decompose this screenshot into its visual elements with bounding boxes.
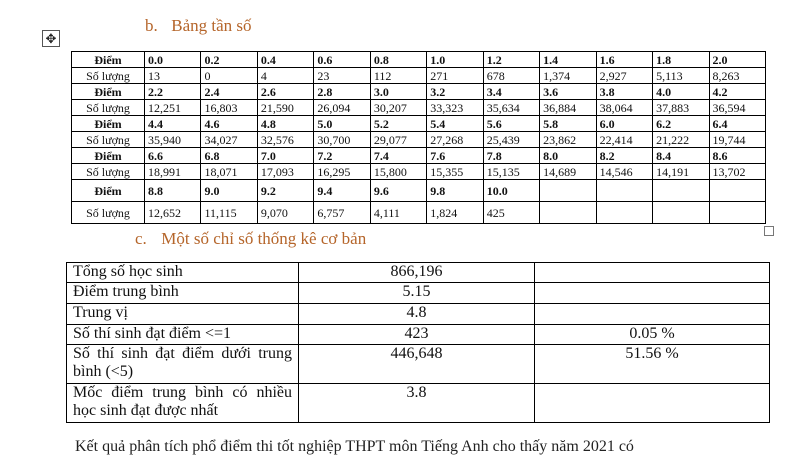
count-row: [72, 202, 766, 224]
table-row: [67, 263, 770, 283]
count-cell: 21,590: [257, 100, 313, 116]
stat-value: 446,648: [299, 345, 535, 384]
resize-square-icon[interactable]: [764, 226, 774, 236]
score-label: Điểm: [72, 52, 145, 68]
count-cell: 32,576: [257, 132, 313, 148]
stat-label: Trung vị: [67, 304, 299, 325]
count-cell: 15,135: [483, 164, 539, 180]
count-cell: 37,883: [653, 100, 709, 116]
score-cell: 9.8: [427, 180, 483, 202]
count-cell: 13: [145, 68, 201, 84]
score-cell: 0.0: [145, 52, 201, 68]
count-cell: [596, 202, 652, 224]
count-cell: 23,862: [540, 132, 596, 148]
score-cell: [540, 180, 596, 202]
stat-extra: [535, 304, 770, 325]
count-cell: 38,064: [596, 100, 652, 116]
score-cell: 2.8: [314, 84, 370, 100]
frequency-table: [71, 51, 766, 224]
score-cell: 1.4: [540, 52, 596, 68]
table-row: [67, 384, 770, 423]
score-cell: 0.4: [257, 52, 313, 68]
score-cell: 8.6: [709, 148, 765, 164]
count-row: [72, 100, 766, 116]
count-row: [72, 68, 766, 84]
count-cell: 271: [427, 68, 483, 84]
table-row: [67, 325, 770, 345]
score-cell: 8.8: [145, 180, 201, 202]
score-cell: 1.8: [653, 52, 709, 68]
score-cell: 3.4: [483, 84, 539, 100]
stat-value: 4.8: [299, 304, 535, 325]
statistics-table: [66, 262, 770, 423]
count-cell: 15,355: [427, 164, 483, 180]
score-cell: 9.4: [314, 180, 370, 202]
count-cell: 33,323: [427, 100, 483, 116]
count-cell: 8,263: [709, 68, 765, 84]
score-row: [72, 116, 766, 132]
stat-label: Mốc điểm trung bình có nhiều học sinh đạt được nhất: [67, 384, 299, 423]
stat-label: Tổng số học sinh: [67, 263, 299, 283]
count-cell: 1,374: [540, 68, 596, 84]
count-cell: 30,700: [314, 132, 370, 148]
section-title: Một số chỉ số thống kê cơ bản: [161, 229, 367, 248]
count-label: Số lượng: [72, 164, 145, 180]
count-cell: 2,927: [596, 68, 652, 84]
score-row: [72, 52, 766, 68]
stat-label: Số thí sinh đạt điểm dưới trung bình (<5): [67, 345, 299, 384]
score-cell: 2.4: [201, 84, 257, 100]
score-cell: 5.4: [427, 116, 483, 132]
count-cell: 36,884: [540, 100, 596, 116]
score-cell: 1.0: [427, 52, 483, 68]
count-label: Số lượng: [72, 68, 145, 84]
count-cell: 9,070: [257, 202, 313, 224]
score-cell: 7.2: [314, 148, 370, 164]
score-cell: 8.0: [540, 148, 596, 164]
score-row: [72, 148, 766, 164]
count-cell: 0: [201, 68, 257, 84]
count-cell: 6,757: [314, 202, 370, 224]
cut-off-text: Kết quả phân tích phổ điểm thi tốt nghiệp THPT môn Tiếng Anh cho thấy năm 2021 có: [75, 438, 634, 455]
score-cell: 7.6: [427, 148, 483, 164]
count-cell: 4: [257, 68, 313, 84]
cut-off-paragraph: [75, 438, 765, 457]
count-row: [72, 164, 766, 180]
score-cell: 5.6: [483, 116, 539, 132]
score-cell: 0.6: [314, 52, 370, 68]
count-cell: 30,207: [370, 100, 426, 116]
score-cell: 3.8: [596, 84, 652, 100]
score-cell: 9.6: [370, 180, 426, 202]
section-heading-frequency: [145, 16, 252, 36]
score-cell: 8.2: [596, 148, 652, 164]
section-number: c.: [135, 229, 147, 248]
score-cell: 4.8: [257, 116, 313, 132]
count-cell: 27,268: [427, 132, 483, 148]
score-cell: 9.2: [257, 180, 313, 202]
count-cell: 26,094: [314, 100, 370, 116]
score-cell: 0.2: [201, 52, 257, 68]
move-arrows-icon[interactable]: ✥: [42, 30, 60, 47]
count-cell: 4,111: [370, 202, 426, 224]
count-cell: 13,702: [709, 164, 765, 180]
score-cell: 5.8: [540, 116, 596, 132]
count-cell: 14,546: [596, 164, 652, 180]
score-row: [72, 180, 766, 202]
score-cell: 5.2: [370, 116, 426, 132]
score-cell: 9.0: [201, 180, 257, 202]
section-heading-stats: [135, 229, 366, 249]
count-cell: 19,744: [709, 132, 765, 148]
score-cell: 2.6: [257, 84, 313, 100]
count-cell: 14,689: [540, 164, 596, 180]
count-label: Số lượng: [72, 202, 145, 224]
score-cell: [596, 180, 652, 202]
count-cell: 112: [370, 68, 426, 84]
count-label: Số lượng: [72, 132, 145, 148]
score-cell: 6.0: [596, 116, 652, 132]
score-cell: 7.0: [257, 148, 313, 164]
count-cell: 11,115: [201, 202, 257, 224]
score-cell: 1.6: [596, 52, 652, 68]
section-number: b.: [145, 16, 158, 35]
count-cell: 17,093: [257, 164, 313, 180]
score-cell: 4.0: [653, 84, 709, 100]
table-row: [67, 304, 770, 325]
count-cell: [540, 202, 596, 224]
stat-extra: 51.56 %: [535, 345, 770, 384]
count-cell: 35,940: [145, 132, 201, 148]
count-cell: 678: [483, 68, 539, 84]
count-cell: 21,222: [653, 132, 709, 148]
section-title: Bảng tần số: [171, 16, 252, 35]
count-cell: [709, 202, 765, 224]
score-cell: 4.2: [709, 84, 765, 100]
table-row: [67, 283, 770, 304]
score-label: Điểm: [72, 148, 145, 164]
count-cell: 14,191: [653, 164, 709, 180]
stat-value: 866,196: [299, 263, 535, 283]
table-row: [67, 345, 770, 384]
score-cell: 4.4: [145, 116, 201, 132]
score-cell: 0.8: [370, 52, 426, 68]
count-cell: 25,439: [483, 132, 539, 148]
stat-value: 423: [299, 325, 535, 345]
stat-extra: [535, 384, 770, 423]
count-cell: 23: [314, 68, 370, 84]
count-cell: 22,414: [596, 132, 652, 148]
count-cell: 12,251: [145, 100, 201, 116]
count-cell: 29,077: [370, 132, 426, 148]
count-row: [72, 132, 766, 148]
score-cell: 1.2: [483, 52, 539, 68]
count-cell: 36,594: [709, 100, 765, 116]
stat-label: Số thí sinh đạt điểm <=1: [67, 325, 299, 345]
count-cell: 1,824: [427, 202, 483, 224]
score-cell: 8.4: [653, 148, 709, 164]
score-cell: [653, 180, 709, 202]
count-label: Số lượng: [72, 100, 145, 116]
count-cell: 425: [483, 202, 539, 224]
score-label: Điểm: [72, 116, 145, 132]
count-cell: 16,295: [314, 164, 370, 180]
stat-value: 3.8: [299, 384, 535, 423]
score-cell: 3.6: [540, 84, 596, 100]
count-cell: 5,113: [653, 68, 709, 84]
count-cell: 34,027: [201, 132, 257, 148]
score-cell: 5.0: [314, 116, 370, 132]
score-cell: 6.6: [145, 148, 201, 164]
count-cell: 16,803: [201, 100, 257, 116]
count-cell: 35,634: [483, 100, 539, 116]
count-cell: 18,991: [145, 164, 201, 180]
score-label: Điểm: [72, 84, 145, 100]
score-cell: [709, 180, 765, 202]
score-cell: 3.2: [427, 84, 483, 100]
score-cell: 2.2: [145, 84, 201, 100]
stat-extra: [535, 283, 770, 304]
count-cell: 15,800: [370, 164, 426, 180]
score-cell: 2.0: [709, 52, 765, 68]
score-cell: 3.0: [370, 84, 426, 100]
score-cell: 7.4: [370, 148, 426, 164]
score-cell: 7.8: [483, 148, 539, 164]
stat-label: Điểm trung bình: [67, 283, 299, 304]
score-cell: 6.8: [201, 148, 257, 164]
score-cell: 6.4: [709, 116, 765, 132]
score-row: [72, 84, 766, 100]
score-label: Điểm: [72, 180, 145, 202]
stat-extra: 0.05 %: [535, 325, 770, 345]
count-cell: [653, 202, 709, 224]
count-cell: 12,652: [145, 202, 201, 224]
count-cell: 18,071: [201, 164, 257, 180]
score-cell: 6.2: [653, 116, 709, 132]
stat-extra: [535, 263, 770, 283]
score-cell: 4.6: [201, 116, 257, 132]
score-cell: 10.0: [483, 180, 539, 202]
stat-value: 5.15: [299, 283, 535, 304]
